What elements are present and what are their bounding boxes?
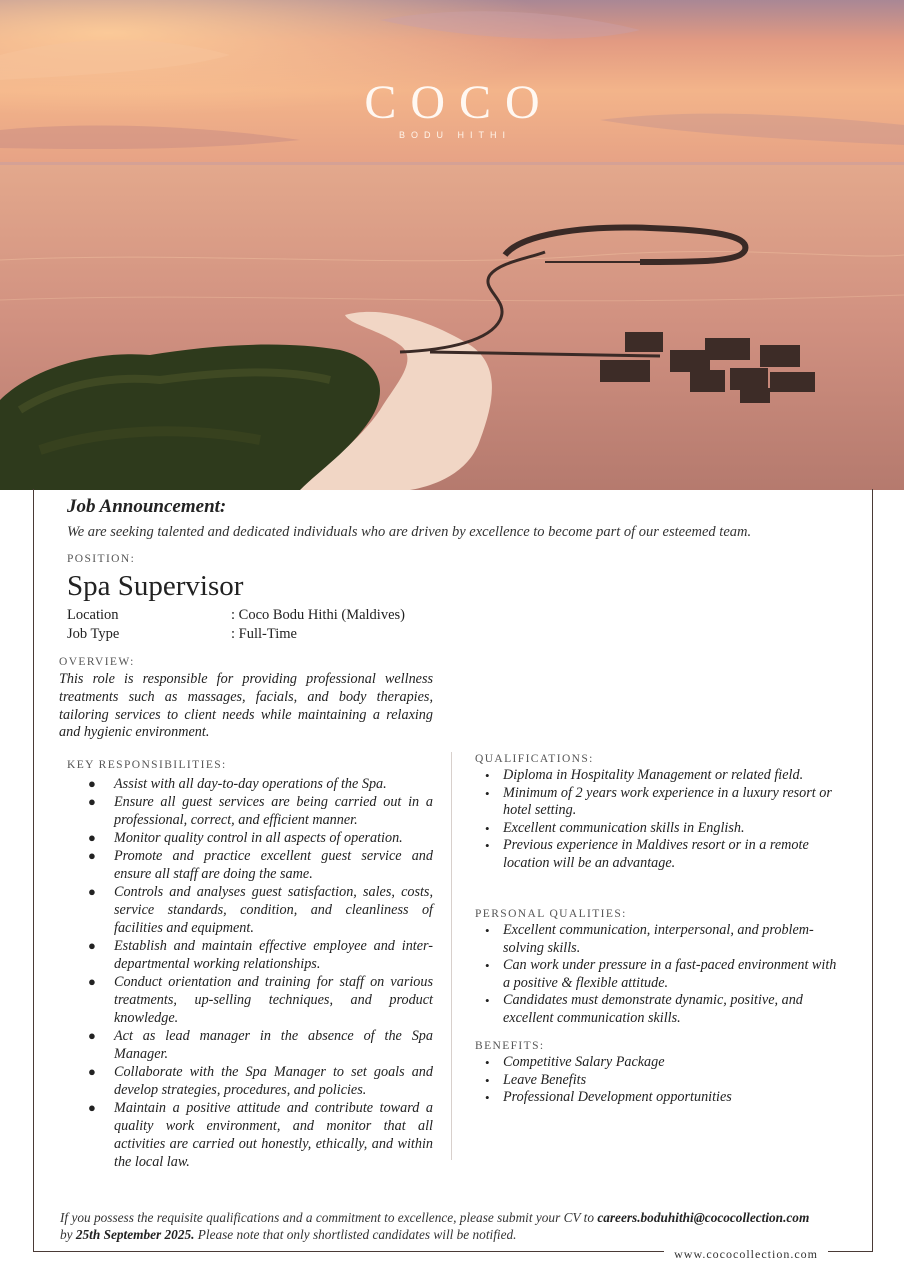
personal-qualities-section xyxy=(475,908,840,1028)
list-item: ● Maintain a positive attitude and contribute toward a quality work environment, and monitor that all activities are carried out honestly, ethically, and within the local law. xyxy=(88,1100,433,1170)
job-type-value: : Full-Time xyxy=(231,626,297,642)
list-item: ● Conduct orientation and training for staff on various treatments, up-selling techniques, and product knowledge. xyxy=(88,974,433,1026)
location-row xyxy=(67,607,405,624)
benefits-section xyxy=(475,1040,840,1107)
announcement-heading: Job Announcement: xyxy=(67,496,227,517)
list-item: ● Assist with all day-to-day operations of the Spa. xyxy=(88,776,387,792)
contact-email[interactable]: careers.boduhithi@cococollection.com xyxy=(597,1210,810,1225)
list-item: ● Monitor quality control in all aspects of operation. xyxy=(88,830,403,846)
list-item: • Professional Development opportunities xyxy=(485,1089,732,1106)
list-item: • Competitive Salary Package xyxy=(485,1054,665,1070)
qualifications-list xyxy=(475,767,840,873)
personal-qualities-label: PERSONAL QUALITIES: xyxy=(475,908,627,920)
job-title: Spa Supervisor xyxy=(67,570,244,602)
list-item: ● Controls and analyses guest satisfaction, sales, costs, service standards, condition, and cleanliness of facilities and equipment. xyxy=(88,884,433,936)
website-link[interactable]: www.cococollection.com xyxy=(664,1247,828,1262)
list-item: ● Collaborate with the Spa Manager to set goals and develop strategies, procedures, and policies. xyxy=(88,1064,433,1098)
list-item: • Diploma in Hospitality Management or related field. xyxy=(485,767,804,783)
personal-qualities-list xyxy=(475,922,840,1028)
list-item: • Candidates must demonstrate dynamic, positive, and excellent communication skills. xyxy=(485,992,803,1026)
job-type-row xyxy=(67,626,297,643)
list-item: ● Act as lead manager in the absence of the Spa Manager. xyxy=(88,1028,433,1062)
job-type-label: Job Type xyxy=(67,626,120,642)
benefits-label: BENEFITS: xyxy=(475,1040,545,1052)
list-item: • Previous experience in Maldives resort or in a remote location will be an advantage. xyxy=(485,837,809,871)
footer-text-by: by xyxy=(60,1227,76,1242)
footer-text: If you possess the requisite qualifications and a commitment to excellence, please submit your CV to xyxy=(60,1210,598,1225)
position-label: POSITION: xyxy=(67,553,136,565)
qualifications-section xyxy=(475,753,840,873)
list-item: ● Ensure all guest services are being carried out in a professional, correct, and efficient manner. xyxy=(88,794,433,828)
list-item: • Can work under pressure in a fast-paced environment with a positive & flexible attitude. xyxy=(485,957,837,991)
qualifications-label: QUALIFICATIONS: xyxy=(475,753,594,765)
logo-wordmark: COCO xyxy=(364,76,554,129)
location-value: : Coco Bodu Hithi (Maldives) xyxy=(231,607,405,623)
responsibilities-label: KEY RESPONSIBILITIES: xyxy=(67,759,227,771)
list-item: ● Establish and maintain effective employee and inter-departmental working relationships. xyxy=(88,938,433,972)
responsibilities-list xyxy=(88,775,433,1171)
list-item: • Minimum of 2 years work experience in a luxury resort or hotel setting. xyxy=(485,784,832,819)
resort-aerial-illustration xyxy=(0,0,904,490)
brand-logo xyxy=(0,78,904,140)
footer-note: Please note that only shortlisted candidates will be notified. xyxy=(194,1227,517,1242)
list-item: • Leave Benefits xyxy=(485,1071,587,1088)
overview-text: This role is responsible for providing professional wellness treatments such as massages, facials, and body therapies, tailoring services to client needs while maintaining a relaxing and hygienic environment. xyxy=(59,671,433,741)
overview-label: OVERVIEW: xyxy=(59,656,135,668)
benefits-list xyxy=(475,1054,840,1107)
column-divider xyxy=(451,752,452,1160)
deadline-date: 25th September 2025. xyxy=(75,1227,195,1242)
list-item: • Excellent communication skills in English. xyxy=(485,819,745,836)
list-item: ● Promote and practice excellent guest service and ensure all staff are doing the same. xyxy=(88,848,433,882)
list-item: • Excellent communication, interpersonal, and problem-solving skills. xyxy=(485,922,814,956)
hero-image xyxy=(0,0,904,490)
logo-subtitle: BODU HITHI xyxy=(398,130,511,140)
application-instructions xyxy=(60,1209,850,1243)
location-label: Location xyxy=(67,607,119,623)
announcement-intro: We are seeking talented and dedicated individuals who are driven by excellence to become part of our esteemed team. xyxy=(67,524,752,540)
